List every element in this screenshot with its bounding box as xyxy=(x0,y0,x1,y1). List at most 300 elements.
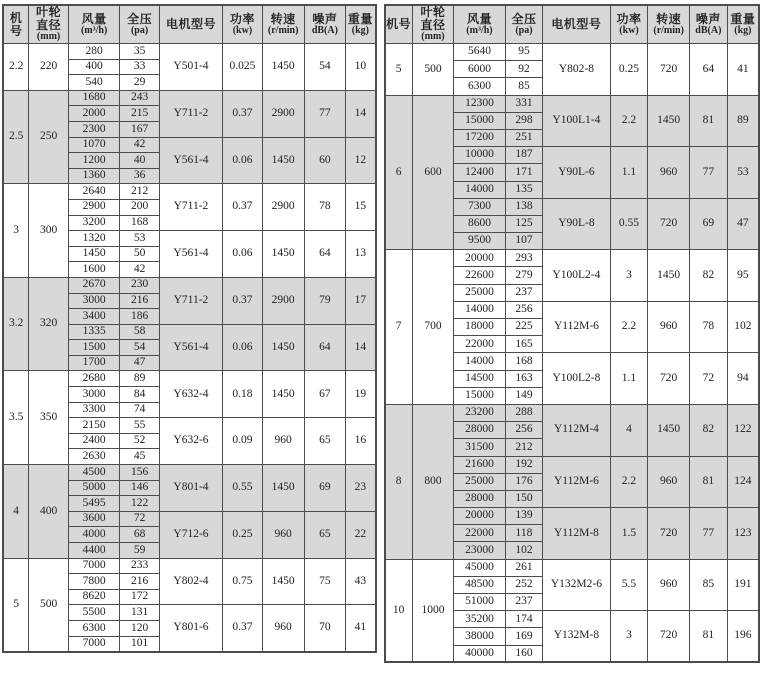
airflow-cell: 3600 xyxy=(68,511,119,527)
motor-model-cell: Y112M-6 xyxy=(543,456,610,508)
col-header-line: (mm) xyxy=(421,31,445,43)
col-header-line: 重量 xyxy=(730,11,756,26)
pressure-cell: 212 xyxy=(505,439,543,456)
pressure-cell: 171 xyxy=(505,164,543,181)
motor-model-cell: Y711-2 xyxy=(159,90,222,137)
airflow-cell: 7000 xyxy=(68,558,119,574)
pressure-cell: 120 xyxy=(120,620,160,636)
airflow-cell: 2400 xyxy=(68,433,119,449)
col-header-weight xyxy=(727,5,759,44)
pressure-cell: 293 xyxy=(505,250,543,267)
speed-cell: 960 xyxy=(262,511,304,558)
pressure-cell: 298 xyxy=(505,112,543,129)
weight-cell: 191 xyxy=(727,559,759,611)
pressure-cell: 135 xyxy=(505,181,543,198)
pressure-cell: 187 xyxy=(505,147,543,164)
power-cell: 4 xyxy=(610,404,648,456)
col-header-line: 噪声 xyxy=(695,11,721,26)
noise-cell: 79 xyxy=(304,277,346,324)
pressure-cell: 149 xyxy=(505,387,543,404)
pressure-cell: 42 xyxy=(120,262,160,278)
col-header-line: (r/min) xyxy=(267,24,299,36)
col-header-line: (m³/h) xyxy=(80,24,108,36)
motor-model-cell: Y100L1-4 xyxy=(543,95,610,147)
power-cell: 0.55 xyxy=(610,198,648,250)
motor-model-cell: Y132M-8 xyxy=(543,611,610,663)
noise-cell: 69 xyxy=(304,465,346,512)
col-header-line: 叶轮 xyxy=(420,5,446,20)
power-cell: 0.37 xyxy=(223,90,263,137)
motor-model-cell: Y632-4 xyxy=(159,371,222,418)
pressure-cell: 40 xyxy=(120,153,160,169)
pressure-cell: 92 xyxy=(505,61,543,78)
pressure-cell: 233 xyxy=(120,558,160,574)
airflow-cell: 5640 xyxy=(454,44,505,61)
col-header-power xyxy=(223,5,263,44)
table-body xyxy=(385,44,759,663)
noise-cell: 78 xyxy=(304,184,346,231)
pressure-cell: 174 xyxy=(505,611,543,628)
pressure-cell: 59 xyxy=(120,543,160,559)
airflow-cell: 1360 xyxy=(68,168,119,184)
col-header-line: 全压 xyxy=(127,11,153,26)
col-header-line: dB(A) xyxy=(695,24,722,36)
power-cell: 0.25 xyxy=(223,511,263,558)
noise-cell: 72 xyxy=(690,353,728,405)
airflow-cell: 22000 xyxy=(454,336,505,353)
airflow-cell: 1070 xyxy=(68,137,119,153)
airflow-cell: 22600 xyxy=(454,267,505,284)
motor-model-cell: Y711-2 xyxy=(159,277,222,324)
col-header-motor-model xyxy=(543,5,610,44)
pressure-cell: 186 xyxy=(120,309,160,325)
speed-cell: 1450 xyxy=(648,95,690,147)
noise-cell: 64 xyxy=(304,231,346,278)
diameter-cell: 250 xyxy=(29,90,69,184)
weight-cell: 95 xyxy=(727,250,759,302)
power-cell: 1.5 xyxy=(610,508,648,560)
speed-cell: 1450 xyxy=(262,465,304,512)
airflow-cell: 2900 xyxy=(68,199,119,215)
weight-cell: 53 xyxy=(727,147,759,199)
pressure-cell: 163 xyxy=(505,370,543,387)
col-header-line: dB(A) xyxy=(311,24,338,36)
pressure-cell: 251 xyxy=(505,129,543,146)
motor-model-cell: Y112M-8 xyxy=(543,508,610,560)
pressure-cell: 212 xyxy=(120,184,160,200)
diameter-cell: 400 xyxy=(29,465,69,559)
airflow-cell: 31500 xyxy=(454,439,505,456)
fan-spec-table-left xyxy=(2,4,377,653)
pressure-cell: 74 xyxy=(120,402,160,418)
col-header-noise xyxy=(304,5,346,44)
airflow-cell: 14000 xyxy=(454,301,505,318)
airflow-cell: 6300 xyxy=(68,620,119,636)
table-body xyxy=(3,44,376,652)
weight-cell: 196 xyxy=(727,611,759,663)
airflow-cell: 28000 xyxy=(454,422,505,439)
machine-no-cell: 3.2 xyxy=(3,277,29,371)
pressure-cell: 172 xyxy=(120,589,160,605)
col-header-airflow xyxy=(68,5,119,44)
col-header-line: (kw) xyxy=(619,24,639,36)
table-row xyxy=(3,558,376,574)
pressure-cell: 33 xyxy=(120,59,160,75)
machine-no-cell: 2.2 xyxy=(3,44,29,91)
power-cell: 3 xyxy=(610,611,648,663)
col-header-pressure xyxy=(120,5,160,44)
speed-cell: 1450 xyxy=(262,324,304,371)
pressure-cell: 125 xyxy=(505,215,543,232)
airflow-cell: 51000 xyxy=(454,594,505,611)
noise-cell: 77 xyxy=(304,90,346,137)
speed-cell: 1450 xyxy=(648,404,690,456)
pressure-cell: 167 xyxy=(120,121,160,137)
weight-cell: 12 xyxy=(346,137,376,184)
airflow-cell: 17200 xyxy=(454,129,505,146)
airflow-cell: 3400 xyxy=(68,309,119,325)
col-header-line: 直径 xyxy=(36,18,62,33)
airflow-cell: 40000 xyxy=(454,645,505,662)
airflow-cell: 2680 xyxy=(68,371,119,387)
motor-model-cell: Y712-6 xyxy=(159,511,222,558)
airflow-cell: 25000 xyxy=(454,473,505,490)
airflow-cell: 400 xyxy=(68,59,119,75)
weight-cell: 41 xyxy=(727,44,759,96)
airflow-cell: 2150 xyxy=(68,418,119,434)
pressure-cell: 47 xyxy=(120,355,160,371)
col-header-line: (pa) xyxy=(130,24,149,36)
col-header-line: (mm) xyxy=(36,31,61,43)
pressure-cell: 122 xyxy=(120,496,160,512)
noise-cell: 69 xyxy=(690,198,728,250)
airflow-cell: 9500 xyxy=(454,233,505,250)
col-header-line: 直径 xyxy=(420,18,446,33)
diameter-cell: 220 xyxy=(29,44,69,91)
col-header-line: (kg) xyxy=(351,24,369,36)
col-header-line: 风量 xyxy=(81,11,107,26)
airflow-cell: 38000 xyxy=(454,628,505,645)
pressure-cell: 50 xyxy=(120,246,160,262)
power-cell: 0.18 xyxy=(223,371,263,418)
airflow-cell: 2630 xyxy=(68,449,119,465)
motor-model-cell: Y711-2 xyxy=(159,184,222,231)
weight-cell: 123 xyxy=(727,508,759,560)
airflow-cell: 1500 xyxy=(68,340,119,356)
airflow-cell: 8620 xyxy=(68,589,119,605)
table-row xyxy=(385,404,759,421)
power-cell: 0.09 xyxy=(223,418,263,465)
pressure-cell: 68 xyxy=(120,527,160,543)
airflow-cell: 7800 xyxy=(68,574,119,590)
diameter-cell: 350 xyxy=(29,371,69,465)
pressure-cell: 156 xyxy=(120,465,160,481)
weight-cell: 19 xyxy=(346,371,376,418)
airflow-cell: 20000 xyxy=(454,250,505,267)
airflow-cell: 4500 xyxy=(68,465,119,481)
speed-cell: 1450 xyxy=(262,137,304,184)
diameter-cell: 500 xyxy=(412,44,454,96)
motor-model-cell: Y801-6 xyxy=(159,605,222,652)
speed-cell: 1450 xyxy=(262,558,304,605)
machine-no-cell: 10 xyxy=(385,559,413,662)
noise-cell: 81 xyxy=(690,456,728,508)
speed-cell: 960 xyxy=(648,456,690,508)
pressure-cell: 168 xyxy=(505,353,543,370)
pressure-cell: 168 xyxy=(120,215,160,231)
pressure-cell: 146 xyxy=(120,480,160,496)
motor-model-cell: Y112M-6 xyxy=(543,301,610,353)
pressure-cell: 256 xyxy=(505,422,543,439)
airflow-cell: 1450 xyxy=(68,246,119,262)
machine-no-cell: 5 xyxy=(3,558,29,652)
pressure-cell: 169 xyxy=(505,628,543,645)
weight-cell: 14 xyxy=(346,324,376,371)
pressure-cell: 160 xyxy=(505,645,543,662)
noise-cell: 54 xyxy=(304,44,346,91)
noise-cell: 60 xyxy=(304,137,346,184)
airflow-cell: 1680 xyxy=(68,90,119,106)
pressure-cell: 53 xyxy=(120,231,160,247)
table-row xyxy=(3,90,376,106)
power-cell: 0.55 xyxy=(223,465,263,512)
power-cell: 0.37 xyxy=(223,184,263,231)
power-cell: 2.2 xyxy=(610,301,648,353)
pressure-cell: 243 xyxy=(120,90,160,106)
pressure-cell: 279 xyxy=(505,267,543,284)
weight-cell: 15 xyxy=(346,184,376,231)
col-header-line: 风量 xyxy=(466,11,492,26)
noise-cell: 81 xyxy=(690,611,728,663)
power-cell: 0.37 xyxy=(223,605,263,652)
speed-cell: 1450 xyxy=(262,231,304,278)
weight-cell: 14 xyxy=(346,90,376,137)
noise-cell: 75 xyxy=(304,558,346,605)
power-cell: 0.025 xyxy=(223,44,263,91)
airflow-cell: 12300 xyxy=(454,95,505,112)
noise-cell: 64 xyxy=(304,324,346,371)
weight-cell: 94 xyxy=(727,353,759,405)
pressure-cell: 192 xyxy=(505,456,543,473)
table-header xyxy=(3,5,376,44)
pressure-cell: 72 xyxy=(120,511,160,527)
airflow-cell: 18000 xyxy=(454,319,505,336)
power-cell: 0.75 xyxy=(223,558,263,605)
motor-model-cell: Y561-4 xyxy=(159,137,222,184)
weight-cell: 23 xyxy=(346,465,376,512)
col-header-machine-no xyxy=(3,5,29,44)
airflow-cell: 5495 xyxy=(68,496,119,512)
pressure-cell: 58 xyxy=(120,324,160,340)
speed-cell: 1450 xyxy=(262,371,304,418)
diameter-cell: 700 xyxy=(412,250,454,405)
airflow-cell: 14000 xyxy=(454,181,505,198)
diameter-cell: 320 xyxy=(29,277,69,371)
speed-cell: 2900 xyxy=(262,184,304,231)
airflow-cell: 4400 xyxy=(68,543,119,559)
col-header-airflow xyxy=(454,5,505,44)
airflow-cell: 8600 xyxy=(454,215,505,232)
airflow-cell: 1200 xyxy=(68,153,119,169)
table-row xyxy=(3,465,376,481)
pressure-cell: 29 xyxy=(120,75,160,91)
motor-model-cell: Y632-6 xyxy=(159,418,222,465)
col-header-line: 转速 xyxy=(270,11,296,26)
power-cell: 5.5 xyxy=(610,559,648,611)
noise-cell: 70 xyxy=(304,605,346,652)
col-header-line: (kw) xyxy=(232,24,253,36)
motor-model-cell: Y561-4 xyxy=(159,231,222,278)
machine-no-cell: 2.5 xyxy=(3,90,29,184)
pressure-cell: 176 xyxy=(505,473,543,490)
noise-cell: 64 xyxy=(690,44,728,96)
pressure-cell: 200 xyxy=(120,199,160,215)
motor-model-cell: Y90L-8 xyxy=(543,198,610,250)
motor-model-cell: Y112M-4 xyxy=(543,404,610,456)
fan-spec-table-right xyxy=(384,4,760,663)
col-header-line: 机号 xyxy=(9,10,23,38)
machine-no-cell: 3 xyxy=(3,184,29,278)
weight-cell: 13 xyxy=(346,231,376,278)
weight-cell: 89 xyxy=(727,95,759,147)
airflow-cell: 1335 xyxy=(68,324,119,340)
airflow-cell: 23200 xyxy=(454,404,505,421)
col-header-weight xyxy=(346,5,376,44)
pressure-cell: 288 xyxy=(505,404,543,421)
table-row xyxy=(385,250,759,267)
col-header-line: 重量 xyxy=(347,11,373,26)
weight-cell: 41 xyxy=(346,605,376,652)
machine-no-cell: 7 xyxy=(385,250,413,405)
pressure-cell: 131 xyxy=(120,605,160,621)
pressure-cell: 107 xyxy=(505,233,543,250)
airflow-cell: 6000 xyxy=(454,61,505,78)
airflow-cell: 2640 xyxy=(68,184,119,200)
pressure-cell: 139 xyxy=(505,508,543,525)
airflow-cell: 21600 xyxy=(454,456,505,473)
power-cell: 0.25 xyxy=(610,44,648,96)
weight-cell: 16 xyxy=(346,418,376,465)
pressure-cell: 237 xyxy=(505,594,543,611)
pressure-cell: 216 xyxy=(120,574,160,590)
col-header-line: 功率 xyxy=(616,11,642,26)
table-row xyxy=(385,559,759,576)
weight-cell: 43 xyxy=(346,558,376,605)
airflow-cell: 48500 xyxy=(454,576,505,593)
table-row xyxy=(3,44,376,60)
col-header-power xyxy=(610,5,648,44)
pressure-cell: 52 xyxy=(120,433,160,449)
airflow-cell: 25000 xyxy=(454,284,505,301)
pressure-cell: 89 xyxy=(120,371,160,387)
airflow-cell: 2670 xyxy=(68,277,119,293)
motor-model-cell: Y561-4 xyxy=(159,324,222,371)
power-cell: 0.06 xyxy=(223,324,263,371)
diameter-cell: 300 xyxy=(29,184,69,278)
speed-cell: 720 xyxy=(648,508,690,560)
col-header-impeller-diameter xyxy=(412,5,454,44)
power-cell: 1.1 xyxy=(610,147,648,199)
airflow-cell: 2000 xyxy=(68,106,119,122)
power-cell: 0.06 xyxy=(223,231,263,278)
pressure-cell: 331 xyxy=(505,95,543,112)
noise-cell: 78 xyxy=(690,301,728,353)
machine-no-cell: 6 xyxy=(385,95,413,250)
pressure-cell: 261 xyxy=(505,559,543,576)
airflow-cell: 10000 xyxy=(454,147,505,164)
airflow-cell: 3200 xyxy=(68,215,119,231)
airflow-cell: 1320 xyxy=(68,231,119,247)
speed-cell: 2900 xyxy=(262,277,304,324)
col-header-line: 电机型号 xyxy=(551,17,602,32)
col-header-line: (kg) xyxy=(734,24,752,36)
speed-cell: 960 xyxy=(648,301,690,353)
pressure-cell: 36 xyxy=(120,168,160,184)
noise-cell: 81 xyxy=(690,95,728,147)
speed-cell: 720 xyxy=(648,611,690,663)
motor-model-cell: Y501-4 xyxy=(159,44,222,91)
airflow-cell: 280 xyxy=(68,44,119,60)
col-header-line: 噪声 xyxy=(312,11,338,26)
machine-no-cell: 8 xyxy=(385,404,413,559)
noise-cell: 65 xyxy=(304,511,346,558)
col-header-noise xyxy=(690,5,728,44)
motor-model-cell: Y132M2-6 xyxy=(543,559,610,611)
airflow-cell: 1700 xyxy=(68,355,119,371)
motor-model-cell: Y100L2-8 xyxy=(543,353,610,405)
header-row xyxy=(3,5,376,44)
col-header-line: 功率 xyxy=(229,11,255,26)
machine-no-cell: 3.5 xyxy=(3,371,29,465)
airflow-cell: 5000 xyxy=(68,480,119,496)
weight-cell: 124 xyxy=(727,456,759,508)
col-header-pressure xyxy=(505,5,543,44)
weight-cell: 102 xyxy=(727,301,759,353)
airflow-cell: 14500 xyxy=(454,370,505,387)
power-cell: 2.2 xyxy=(610,95,648,147)
airflow-cell: 1600 xyxy=(68,262,119,278)
pressure-cell: 216 xyxy=(120,293,160,309)
pressure-cell: 252 xyxy=(505,576,543,593)
pressure-cell: 215 xyxy=(120,106,160,122)
col-header-impeller-diameter xyxy=(29,5,69,44)
noise-cell: 77 xyxy=(690,508,728,560)
airflow-cell: 7000 xyxy=(68,636,119,652)
airflow-cell: 12400 xyxy=(454,164,505,181)
motor-model-cell: Y100L2-4 xyxy=(543,250,610,302)
machine-no-cell: 5 xyxy=(385,44,413,96)
airflow-cell: 3000 xyxy=(68,293,119,309)
airflow-cell: 540 xyxy=(68,75,119,91)
airflow-cell: 6300 xyxy=(454,78,505,95)
table-row xyxy=(3,184,376,200)
airflow-cell: 3000 xyxy=(68,387,119,403)
airflow-cell: 23000 xyxy=(454,542,505,559)
speed-cell: 720 xyxy=(648,198,690,250)
power-cell: 0.37 xyxy=(223,277,263,324)
speed-cell: 960 xyxy=(648,147,690,199)
col-header-line: 叶轮 xyxy=(36,5,62,20)
airflow-cell: 15000 xyxy=(454,387,505,404)
pressure-cell: 225 xyxy=(505,319,543,336)
machine-no-cell: 4 xyxy=(3,465,29,559)
airflow-cell: 22000 xyxy=(454,525,505,542)
pressure-cell: 45 xyxy=(120,449,160,465)
motor-model-cell: Y90L-6 xyxy=(543,147,610,199)
airflow-cell: 3300 xyxy=(68,402,119,418)
pressure-cell: 42 xyxy=(120,137,160,153)
col-header-line: 电机型号 xyxy=(165,17,216,32)
